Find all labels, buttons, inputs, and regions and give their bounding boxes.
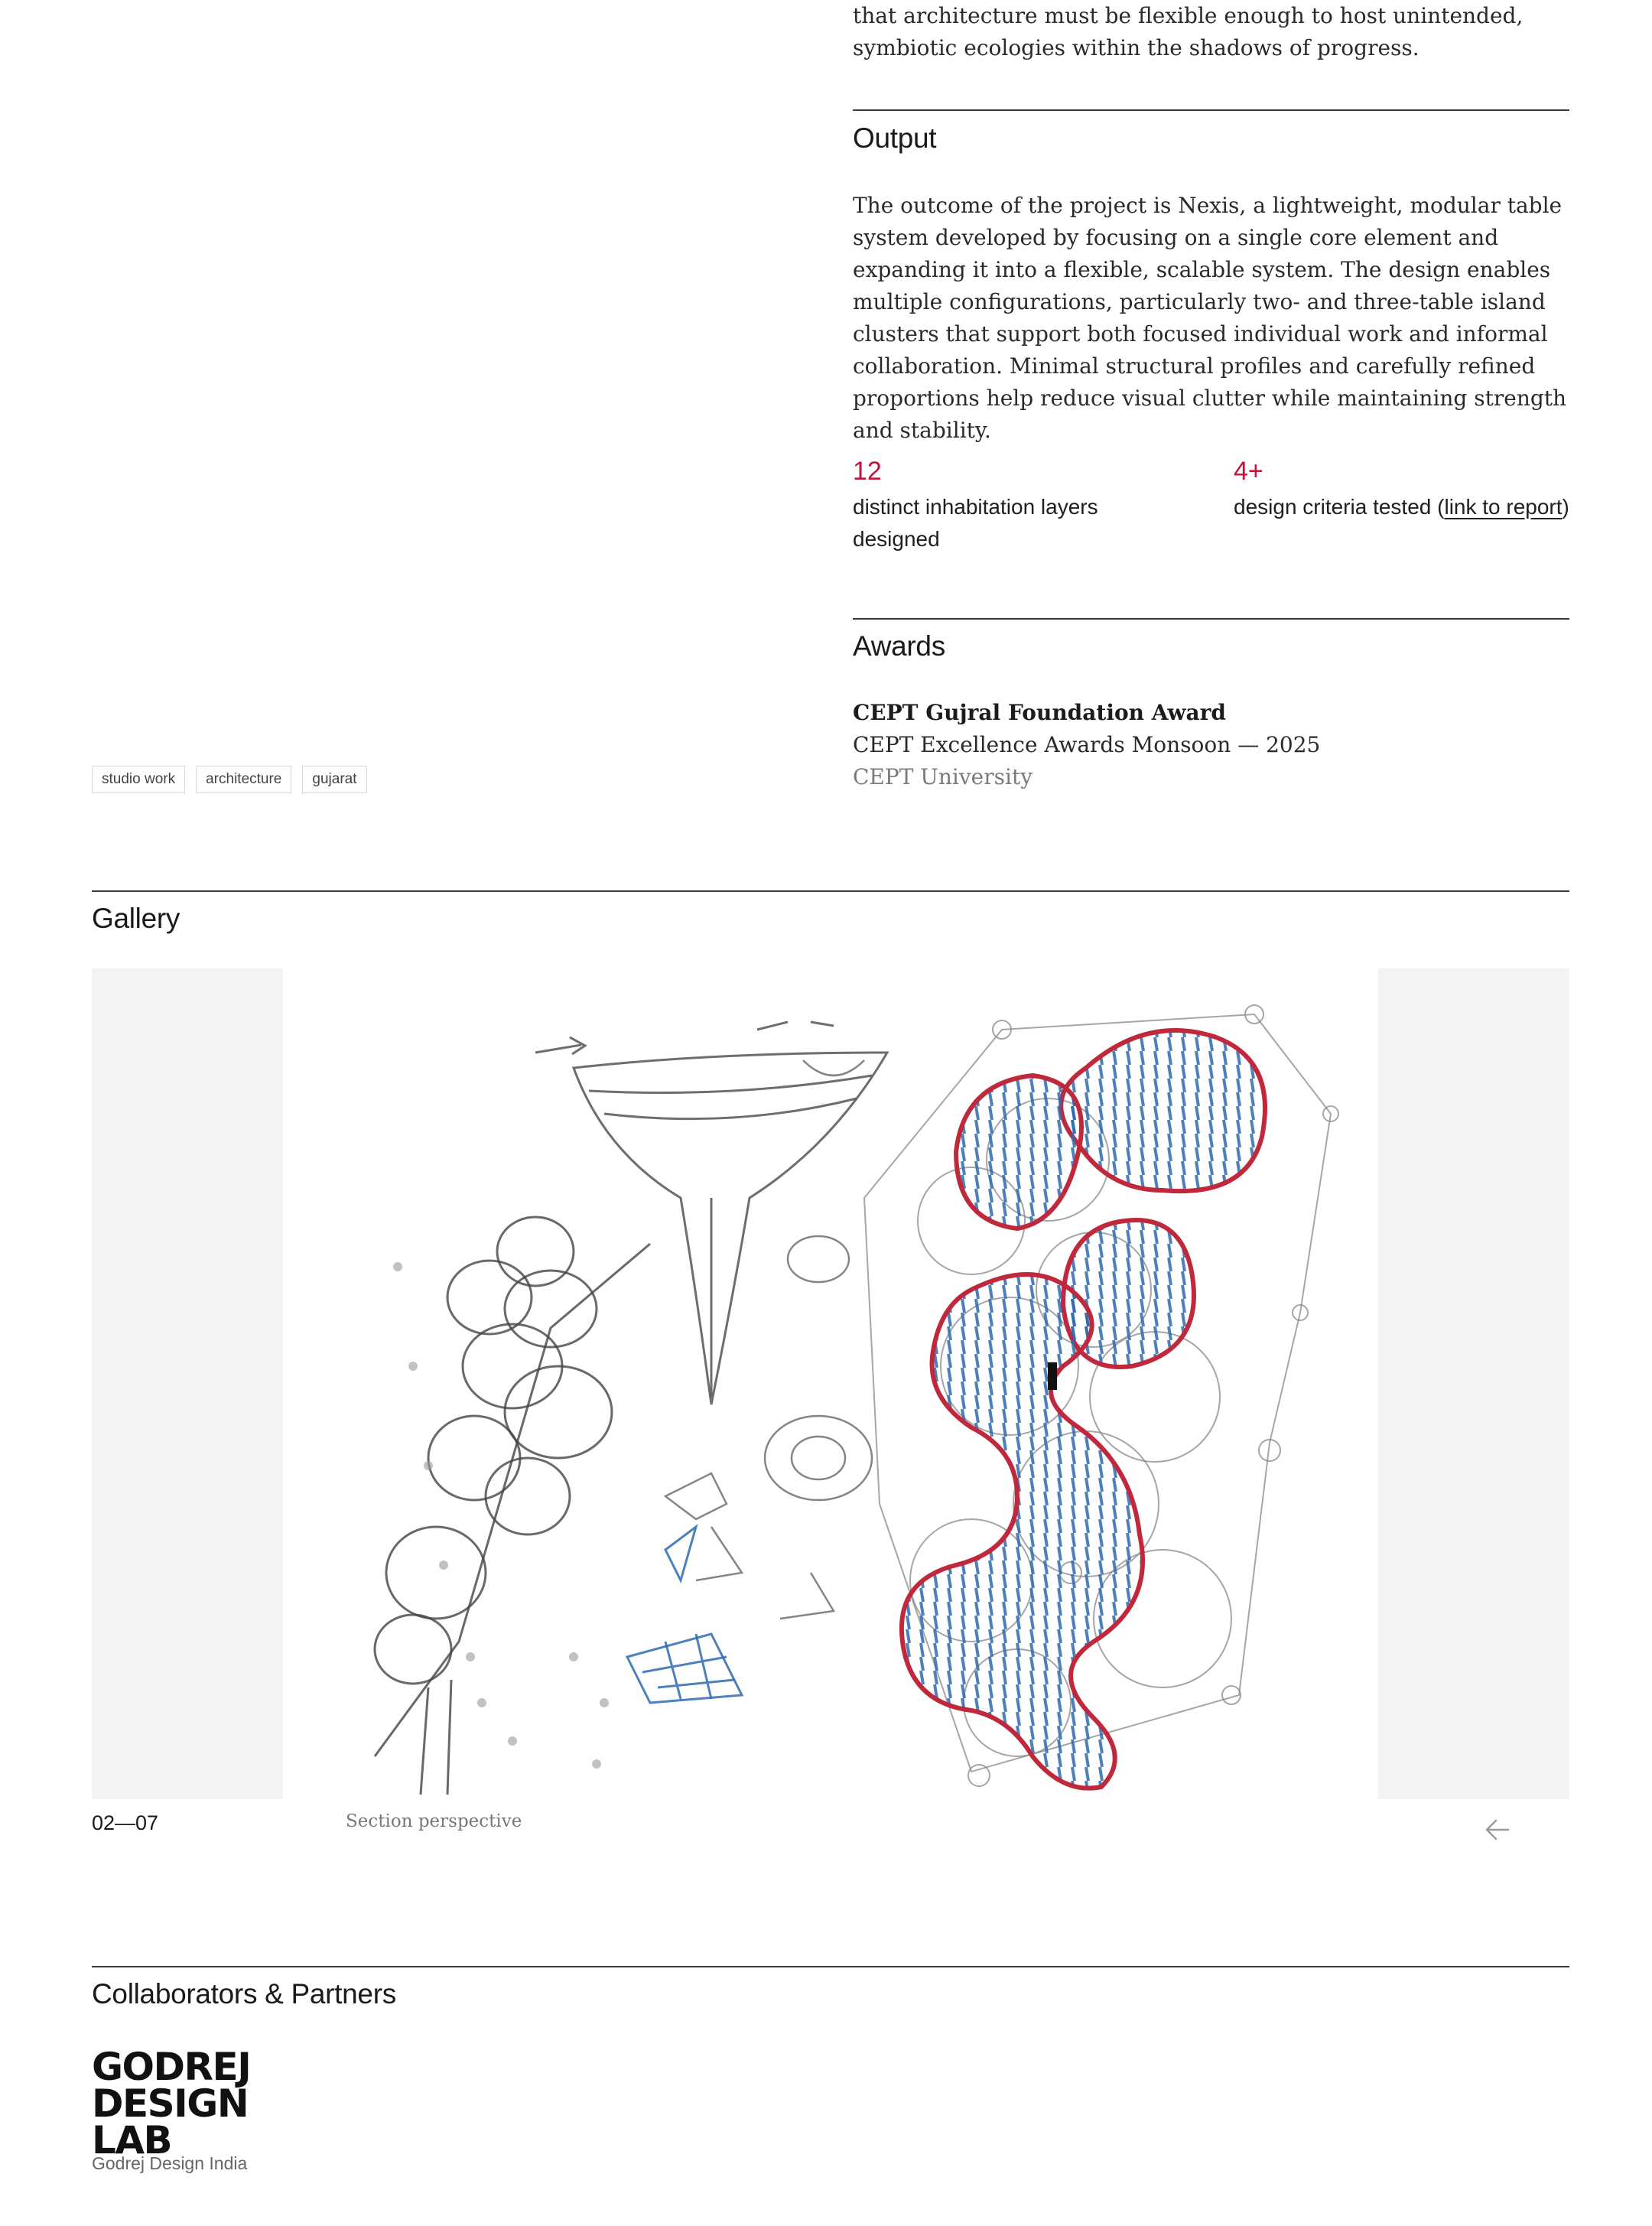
stat-label: distinct inhabitation layers designed [853,495,1098,551]
award-org: CEPT University [853,764,1033,789]
sketch-illustration [283,968,1378,1799]
gallery-caption: Section perspective [346,1811,522,1831]
gallery-divider [92,890,1569,892]
tag-list [92,766,367,793]
collaborators-divider [92,1966,1569,1967]
output-divider [853,109,1569,111]
gallery-viewer[interactable] [92,968,1569,1799]
gallery-image-section-perspective [283,968,1378,1799]
arrow-left-icon [1481,1813,1514,1847]
tag-studio-work[interactable]: studio work [92,766,185,793]
collaborators-title: Collaborators & Partners [92,1978,396,2010]
logo-line: DESIGN [92,2081,249,2126]
logo-line: LAB [92,2118,172,2163]
tag-architecture[interactable]: architecture [196,766,291,793]
stat-criteria [1234,456,1570,523]
stat-label-suffix: ) [1562,495,1569,519]
gallery-prev-button[interactable] [1481,1813,1514,1847]
logo-line: GODREJ [92,2045,251,2089]
award-item [853,697,1572,793]
awards-title: Awards [853,630,945,662]
gallery-title: Gallery [92,903,180,934]
gallery-counter: 02—07 [92,1811,159,1834]
stat-value: 12 [853,457,882,486]
award-name: CEPT Gujral Foundation Award [853,700,1226,725]
stat-label [1234,491,1570,523]
report-link[interactable]: link to report [1444,495,1563,519]
intro-paragraph-tail: that architecture must be flexible enough to host unintended, symbiotic ecologies within the shadows of progress. [853,3,1524,60]
output-title: Output [853,122,937,154]
stat-value: 4+ [1234,457,1263,486]
stat-layers [853,456,1189,555]
partner-name: Godrej Design India [92,2153,248,2173]
stat-label-prefix: design criteria tested ( [1234,495,1445,519]
tag-gujarat[interactable]: gujarat [302,766,366,793]
awards-divider [853,618,1569,620]
award-event: CEPT Excellence Awards Monsoon — 2025 [853,732,1321,757]
output-paragraph: The outcome of the project is Nexis, a lightweight, modular table system developed by focusing on a single core element and expanding it into a flexible, scalable system. The design enables multiple configurations, particularly two- and three-table island clusters that support both focused individual work and informal collaboration. Minimal structural profiles and carefully refined proportions help reduce visual clutter while maintaining strength and stability. [853,193,1567,443]
